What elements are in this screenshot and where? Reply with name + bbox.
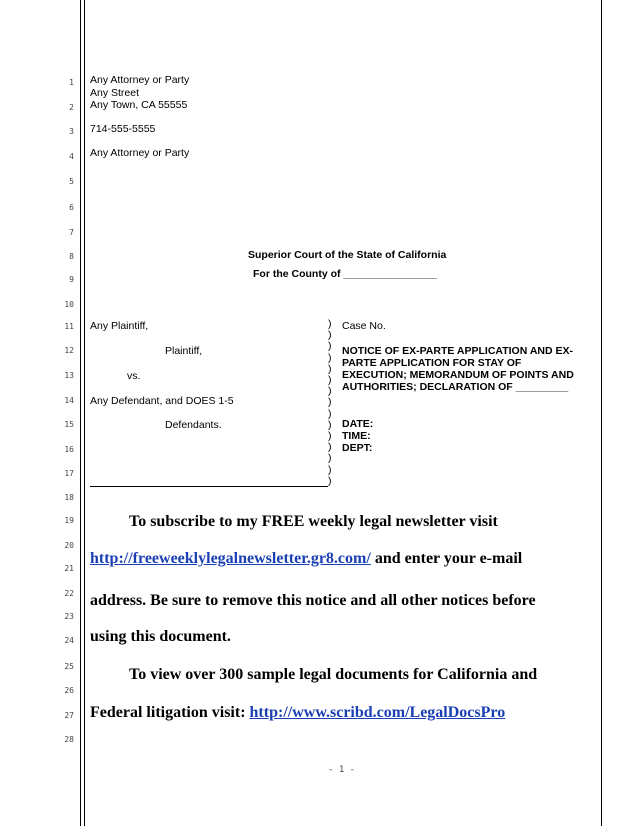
caption-paren: ) <box>328 474 332 487</box>
caption-paren: ) <box>328 318 332 330</box>
line-number: 4 <box>69 152 74 161</box>
defendant-name: Any Defendant, and DOES 1-5 <box>90 395 234 407</box>
document-title-line-4: AUTHORITIES; DECLARATION OF _________ <box>342 381 569 393</box>
notice-line-5: To view over 300 sample legal documents for California and <box>129 666 538 683</box>
line-number: 21 <box>64 564 74 573</box>
caption-underline <box>90 486 328 487</box>
line-number: 11 <box>64 322 74 331</box>
line-number: 6 <box>69 203 74 212</box>
plaintiff-name: Any Plaintiff, <box>90 320 149 332</box>
line-number: 23 <box>64 612 74 621</box>
caption-paren: ) <box>328 340 332 353</box>
notice-line-6 <box>90 704 505 722</box>
versus-label: vs. <box>127 370 141 382</box>
document-title-line-2: PARTE APPLICATION FOR STAY OF <box>342 357 522 369</box>
line-number: 22 <box>64 589 74 598</box>
notice-line-4: using this document. <box>90 628 231 645</box>
caption-paren: ) <box>328 407 332 420</box>
court-county: For the County of ________________ <box>253 268 437 280</box>
attorney-name: Any Attorney or Party <box>90 74 190 86</box>
attorney-for: Any Attorney or Party <box>90 147 190 159</box>
attorney-city: Any Town, CA 55555 <box>90 99 188 111</box>
scribd-link[interactable]: http://www.scribd.com/LegalDocsPro <box>249 704 506 721</box>
line-number: 10 <box>64 300 74 309</box>
document-title-line-3: EXECUTION; MEMORANDUM OF POINTS AND <box>342 369 574 381</box>
left-margin-rule-inner <box>84 0 85 826</box>
caption-paren: ) <box>328 385 332 398</box>
notice-line-3: address. Be sure to remove this notice and all other notices before <box>90 592 536 609</box>
caption-paren: ) <box>328 374 332 386</box>
case-number-label: Case No. <box>342 320 386 332</box>
line-number: 8 <box>69 252 74 261</box>
left-margin-rule-outer <box>80 0 81 826</box>
line-number: 28 <box>64 735 74 744</box>
notice-line-2-rest: and enter your e-mail <box>370 550 523 567</box>
caption-paren: ) <box>328 396 332 409</box>
line-number: 14 <box>64 396 74 405</box>
notice-line-6-prefix: Federal litigation visit: <box>90 704 250 721</box>
hearing-date-label: DATE: <box>342 418 374 430</box>
right-margin-rule <box>601 0 602 826</box>
document-title-line-1: NOTICE OF EX-PARTE APPLICATION AND EX- <box>342 345 574 357</box>
hearing-dept-label: DEPT: <box>342 442 373 454</box>
newsletter-link[interactable]: http://freeweeklylegalnewsletter.gr8.com/ <box>90 550 371 567</box>
line-number: 25 <box>64 662 74 671</box>
line-number: 15 <box>64 420 74 429</box>
line-number: 3 <box>69 127 74 136</box>
plaintiff-label: Plaintiff, <box>165 345 203 357</box>
line-number: 5 <box>69 177 74 186</box>
hearing-time-label: TIME: <box>342 430 371 442</box>
line-number: 9 <box>69 275 74 284</box>
attorney-street: Any Street <box>90 87 140 99</box>
line-number: 17 <box>64 469 74 478</box>
notice-line-1: To subscribe to my FREE weekly legal newsletter visit <box>129 513 498 530</box>
line-number: 13 <box>64 371 74 380</box>
defendant-label: Defendants. <box>165 419 222 431</box>
line-number: 19 <box>64 516 74 525</box>
line-number: 26 <box>64 686 74 695</box>
line-number: 20 <box>64 541 74 550</box>
line-number: 18 <box>64 493 74 502</box>
line-number: 12 <box>64 346 74 355</box>
line-number: 7 <box>69 228 74 237</box>
attorney-phone: 714-555-5555 <box>90 123 156 135</box>
court-name: Superior Court of the State of California <box>248 249 447 261</box>
caption-paren: ) <box>328 418 332 431</box>
caption-paren: ) <box>328 463 332 476</box>
notice-line-2 <box>90 550 522 568</box>
line-number: 27 <box>64 711 74 720</box>
caption-paren: ) <box>328 362 332 375</box>
caption-paren: ) <box>328 452 332 465</box>
page-number: - 1 - <box>328 765 356 775</box>
caption-paren: ) <box>328 351 332 364</box>
line-number: 2 <box>69 103 74 112</box>
caption-paren: ) <box>328 441 332 454</box>
line-number: 1 <box>69 78 74 87</box>
caption-paren: ) <box>328 329 332 342</box>
line-number: 24 <box>64 636 74 645</box>
caption-paren: ) <box>328 430 332 442</box>
line-number: 16 <box>64 445 74 454</box>
